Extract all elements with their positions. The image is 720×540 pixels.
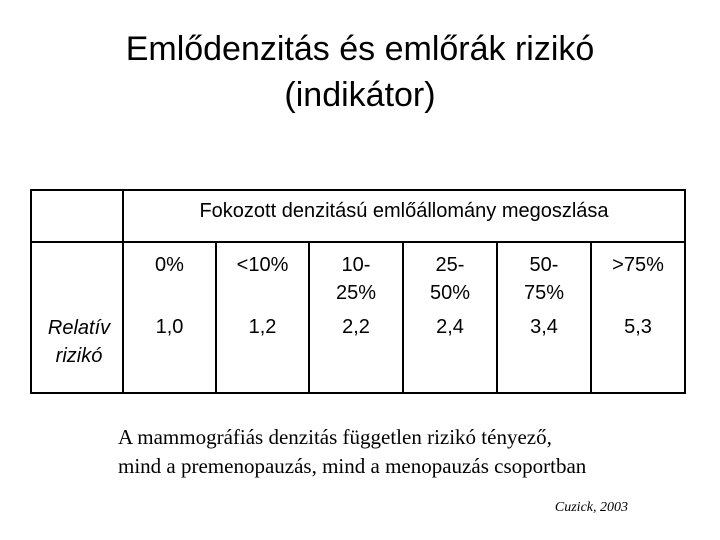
table-cell-value: 2,4 (436, 316, 464, 338)
footnote (118, 423, 698, 481)
group-header: Fokozott denzitású emlőállomány megoszlása (199, 200, 609, 222)
title-line-2: (indikátor) (284, 76, 436, 114)
citation: Cuzick, 2003 (554, 500, 628, 515)
footnote-line-2: mind a premenopauzás, mind a menopauzás csoportban (118, 454, 587, 478)
table-cell-value: 5,3 (624, 316, 652, 338)
column-header: >75% (612, 254, 664, 276)
table-cell-value: 2,2 (342, 316, 370, 338)
table-divider-header (30, 241, 686, 243)
table-cell-value: 1,2 (248, 316, 277, 338)
table-cell-value: 3,4 (530, 316, 558, 338)
column-header: 10- 25% (335, 254, 377, 304)
slide-title (0, 26, 720, 118)
footnote-line-1: A mammográfiás denzitás független rizikó tényező, (118, 425, 552, 449)
table-cell-value: 1,0 (155, 316, 184, 338)
column-header: <10% (236, 254, 289, 276)
density-risk-table (30, 189, 686, 394)
column-header: 25- 50% (429, 254, 471, 304)
row-label: Relatív rizikó (47, 317, 111, 367)
title-line-1: Emlődenzitás és emlőrák rizikó (125, 30, 595, 68)
column-header: 0% (155, 254, 184, 276)
column-header: 50- 75% (523, 254, 565, 304)
